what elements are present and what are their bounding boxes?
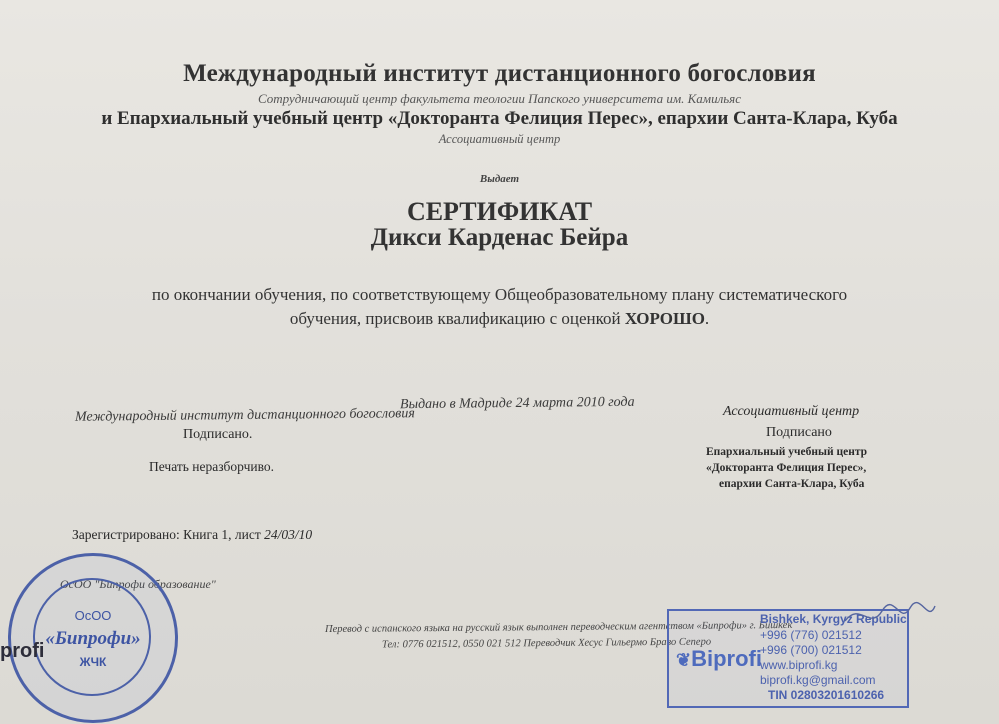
right-line-1: Епархиальный учебный центр xyxy=(706,446,868,458)
stamp-city: Bishkek, Kyrgyz Republic xyxy=(760,612,907,626)
round-stamp xyxy=(8,553,178,723)
seal-note: Печать неразборчиво. xyxy=(149,459,275,474)
translation-note: Перевод с испанского языка на русский язык выполнен переводческим агентством «Бипрофи» г. Бишкек xyxy=(324,619,793,636)
stamp-phone-2: +996 (700) 021512 xyxy=(760,643,862,657)
translator-phones: Тел: 0776 021512, 0550 021 512 Переводчик Хесус Гильермо Браво Сеперо xyxy=(381,636,712,651)
registered-value: 24/03/10 xyxy=(264,527,313,542)
body-line-1: по окончании обучения, по соответствующему Общеобразовательному плану систематического xyxy=(151,285,848,304)
body-line-2-text: обучения, присвоив квалификацию с оценкой xyxy=(289,309,625,328)
registered xyxy=(72,527,312,543)
stamp-edge-text: profi xyxy=(0,640,45,662)
assoc-center-subtitle: Ассоциативный центр xyxy=(438,132,561,146)
stamp-tin: TIN 02803201610266 xyxy=(768,688,885,702)
stamp-round-type: ЖЧК xyxy=(79,655,107,669)
stamp-round-top: ОсОО xyxy=(74,608,112,623)
body-line-2-end: . xyxy=(704,309,710,328)
footer-org: ОсОО "Бипрофи образование" xyxy=(60,577,216,591)
signature xyxy=(840,596,940,636)
center-title: и Епархиальный учебный центр «Докторанта Фелиция Перес», епархии Санта-Клара, Куба xyxy=(101,108,898,129)
stamp-round-name: «Бипрофи» xyxy=(45,628,141,649)
issues-label: Выдает xyxy=(479,173,520,185)
issued-date: Выдано в Мадриде 24 марта 2010 года xyxy=(399,394,635,413)
certificate-title: СЕРТИФИКАТ xyxy=(406,197,593,226)
collab-subtitle: Сотрудничающий центр факультета теологии Папского университета им. Камильяс xyxy=(258,91,741,106)
grade: ХОРОШО xyxy=(624,309,705,328)
biprofi-logo xyxy=(676,646,762,672)
right-title: Ассоциативный центр xyxy=(723,404,860,419)
recipient-name: Дикси Карденас Бейра xyxy=(370,224,629,251)
body-line-2 xyxy=(0,309,999,329)
registered-label: Зарегистрировано: Книга 1, лист xyxy=(72,527,265,542)
stamp-web: www.biprofi.kg xyxy=(760,658,838,672)
left-org: Международный институт дистанционного богословия xyxy=(74,406,415,425)
right-signed: Подписано xyxy=(766,425,832,440)
right-line-2: «Докторанта Фелиция Перес», xyxy=(706,462,867,474)
right-line-3: епархии Санта-Клара, Куба xyxy=(719,478,865,490)
stamp-email: biprofi.kg@gmail.com xyxy=(760,673,876,687)
stamp-phone-1: +996 (776) 021512 xyxy=(760,628,862,642)
left-signed: Подписано. xyxy=(183,427,253,442)
institute-title: Международный институт дистанционного богословия xyxy=(183,60,816,87)
logo-text: Biprofi xyxy=(691,646,762,671)
leaf-icon: ❦ xyxy=(676,650,692,670)
